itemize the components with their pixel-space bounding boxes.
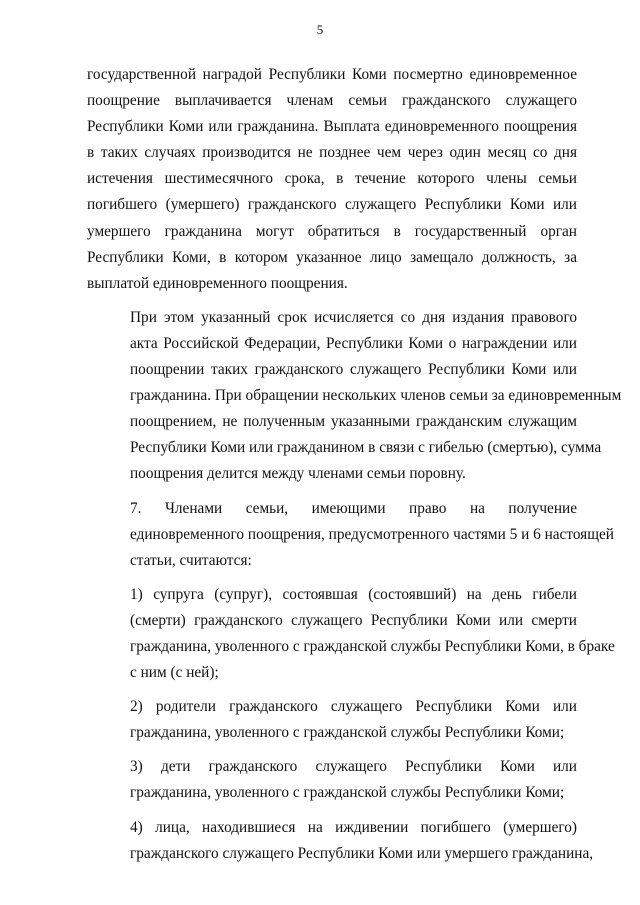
text-line: поощрение выплачивается членам семьи гражданского служащего — [87, 92, 577, 110]
text-line: гражданина, уволенного с гражданской службы Республики Коми; — [130, 784, 565, 802]
text-line: 4) лица, находившиеся на иждивении погибшего (умершего) — [130, 818, 577, 836]
text-line: государственной наградой Республики Коми посмертно единовременное — [87, 66, 577, 83]
text-line: гражданина, уволенного с гражданской службы Республики Коми; — [130, 724, 565, 742]
text-line: истечения шестимесячного срока, в течение которого члены семьи — [87, 170, 577, 188]
text-line: акта Российской Федерации, Республики Коми о награждении или — [130, 334, 577, 352]
page-number: 5 — [316, 22, 324, 37]
text-line: в таких случаях производится не позднее чем через один месяц со дня — [87, 144, 577, 162]
text-line: 7. Членами семьи, имеющими право на получение — [130, 499, 577, 517]
paragraph-p7 — [87, 815, 594, 867]
document-body — [87, 62, 622, 875]
text-line: единовременного поощрения, предусмотренного частями 5 и 6 настоящей — [130, 525, 614, 543]
text-line: выплатой единовременного поощрения. — [87, 274, 348, 292]
text-line: поощрении таких гражданского служащего Республики Коми или — [130, 361, 577, 379]
text-line: статьи, считаются: — [130, 551, 252, 569]
paragraph-p6 — [87, 754, 577, 806]
text-line: 3) дети гражданского служащего Республики Коми или — [130, 758, 577, 776]
paragraph-p3 — [87, 496, 614, 574]
paragraph-p4 — [87, 582, 615, 686]
paragraph-p5 — [87, 694, 577, 746]
text-line: 2) родители гражданского служащего Республики Коми или — [130, 698, 577, 716]
text-line: При этом указанный срок исчисляется со дня издания правового — [130, 308, 577, 326]
text-line: Республики Коми или гражданина. Выплата единовременного поощрения — [87, 118, 577, 136]
text-line: 1) супруга (супруг), состоявшая (состоявший) на день гибели — [130, 585, 577, 603]
text-line: Республики Коми или гражданином в связи с гибелью (смертью), сумма — [130, 439, 602, 457]
text-line: гражданина. При обращении нескольких членов семьи за единовременным — [130, 387, 622, 405]
text-line: погибшего (умершего) гражданского служащего Республики Коми или — [87, 196, 577, 214]
text-line: гражданина, уволенного с гражданской службы Республики Коми, в браке — [130, 637, 615, 655]
text-line: умершего гражданина могут обратиться в государственный орган — [87, 222, 577, 240]
text-line: гражданского служащего Республики Коми или умершего гражданина, — [130, 844, 594, 862]
paragraph-p2 — [87, 305, 622, 488]
paragraph-p1 — [87, 62, 577, 297]
text-line: с ним (с ней); — [130, 664, 219, 682]
text-line: (смерти) гражданского служащего Республики Коми или смерти — [130, 611, 577, 629]
text-line: поощрения делится между членами семьи поровну. — [130, 465, 466, 483]
text-line: Республики Коми, в котором указанное лицо замещало должность, за — [87, 248, 577, 266]
text-line: поощрением, не полученным указанными гражданским служащим — [130, 413, 577, 431]
